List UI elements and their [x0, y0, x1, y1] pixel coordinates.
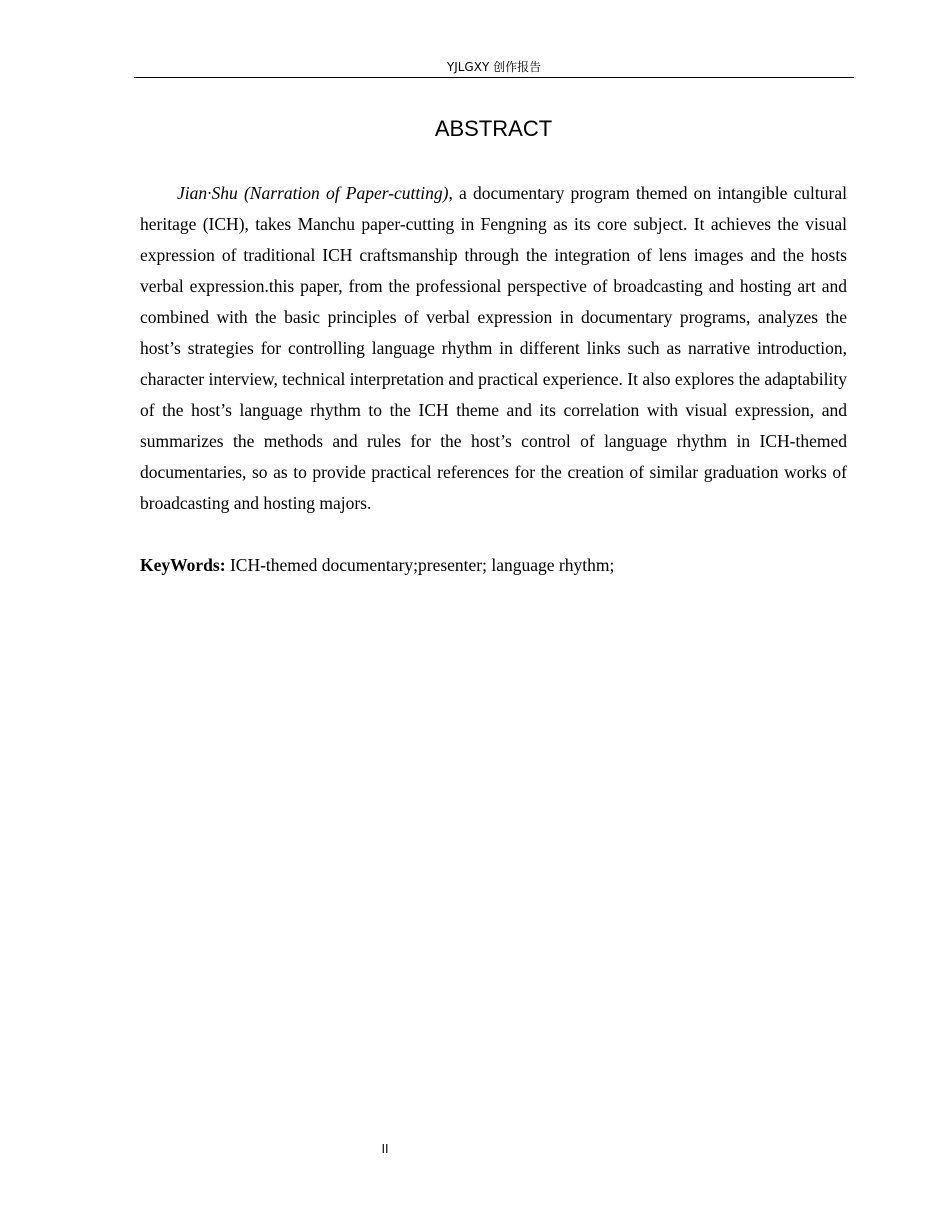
abstract-title: ABSTRACT — [434, 116, 553, 141]
keywords-line — [140, 550, 847, 581]
keywords-label: KeyWords: — [140, 555, 226, 575]
abstract-body-text: , a documentary program themed on intangible cultural heritage (ICH), takes Manchu paper-cutting in Fengning as its core subject. It achieves the visual expression of traditional ICH craftsmanship through the integration of lens images and the hosts verbal expression.this paper, from the professional perspective of broadcasting and hosting art and combined with the basic principles of verbal expression in documentary programs, analyzes the host’s strategies for controlling language rhythm in different links such as narrative introduction, character interview, technical interpretation and practical experience. It also explores the adaptability of the host’s language rhythm to the ICH theme and its correlation with visual expression, and summarizes the methods and rules for the host’s control of language rhythm in ICH-themed documentaries, so as to provide practical references for the creation of similar graduation works of broadcasting and hosting majors. — [140, 183, 847, 513]
page-number: II — [381, 1142, 389, 1156]
program-title: Jian·Shu (Narration of Paper-cutting) — [177, 183, 449, 203]
page-header — [134, 58, 854, 78]
keywords-value: ICH-themed documentary;presenter; language rhythm; — [225, 555, 615, 575]
abstract-paragraph — [140, 178, 847, 519]
header-text: YJLGXY 创作报告 — [446, 60, 542, 74]
